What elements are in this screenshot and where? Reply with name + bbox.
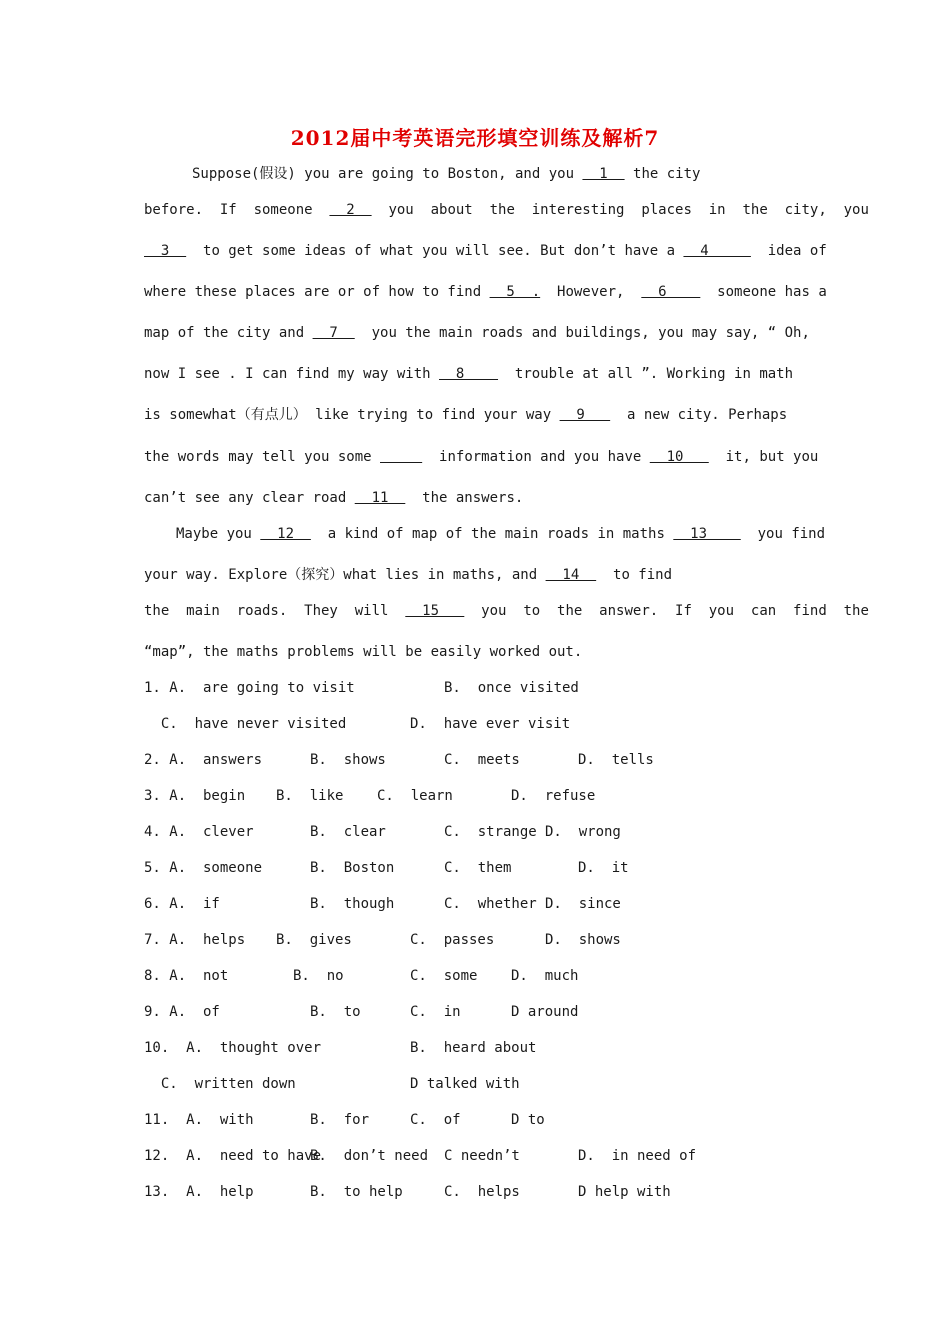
question-12-b: B. don’t need xyxy=(310,1148,429,1164)
question-8-c: C. some xyxy=(410,968,478,984)
question-1-a: 1. A. are going to visit xyxy=(144,680,355,696)
blank-10: 10 xyxy=(649,449,709,465)
question-2-b: B. shows xyxy=(310,752,386,768)
question-11-a: 11. A. with xyxy=(144,1112,254,1128)
blank-9: 9 xyxy=(559,407,611,423)
question-11-c: C. of xyxy=(410,1112,461,1128)
page-title: 2012届中考英语完形填空训练及解析7 xyxy=(290,126,660,150)
question-9-b: B. to xyxy=(310,1004,361,1020)
passage-line-11 xyxy=(144,565,672,585)
blank-13: 13 xyxy=(673,526,741,542)
question-5-d: D. it xyxy=(578,860,629,876)
blank-14: 14 xyxy=(545,567,597,583)
passage-text: before. If someone xyxy=(144,202,330,218)
passage-line-4 xyxy=(144,282,827,302)
question-8-b: B. no xyxy=(293,968,344,984)
passage-line-9 xyxy=(144,488,523,508)
passage-text: it, but you xyxy=(708,449,819,465)
question-12-d: D. in need of xyxy=(578,1148,697,1164)
passage-text: someone has a xyxy=(700,284,827,300)
passage-line-7 xyxy=(144,405,787,425)
blank-12: 12 xyxy=(260,526,311,542)
question-4-b: B. clear xyxy=(310,824,386,840)
question-13-c: C. helps xyxy=(444,1184,520,1200)
question-8-a: 8. A. not xyxy=(144,968,229,984)
question-9-a: 9. A. of xyxy=(144,1004,220,1020)
passage-text: the city xyxy=(624,166,701,182)
question-10-c: C. written down xyxy=(144,1076,296,1092)
passage-text: the main roads. They will xyxy=(144,603,406,619)
question-7-b: B. gives xyxy=(276,932,352,948)
passage-text: idea of xyxy=(750,243,827,259)
question-9-d: D around xyxy=(511,1004,579,1020)
passage-text: trouble at all ”. Working in math xyxy=(498,366,794,382)
passage-line-2 xyxy=(144,200,869,220)
question-13-b: B. to help xyxy=(310,1184,403,1200)
passage-text: However, xyxy=(540,284,642,300)
question-1-b: B. once visited xyxy=(444,680,579,696)
question-2-a: 2. A. answers xyxy=(144,752,263,768)
question-10-a: 10. A. thought over xyxy=(144,1040,322,1056)
passage-text: to get some ideas of what you will see. But don’t have a xyxy=(186,243,684,259)
passage-text: is somewhat（有点儿） like trying to find your way xyxy=(144,407,560,423)
blank-8: 8 xyxy=(439,366,499,382)
blank-15: 15 xyxy=(405,603,465,619)
passage-line-3 xyxy=(144,241,827,261)
question-12-a: 12. A. need to have xyxy=(144,1148,322,1164)
passage-text: Maybe you xyxy=(176,526,261,542)
question-10-b: B. heard about xyxy=(410,1040,537,1056)
question-10-d: D talked with xyxy=(410,1076,520,1092)
question-13-d: D help with xyxy=(578,1184,671,1200)
passage-line-13: “map”, the maths problems will be easily worked out. xyxy=(144,644,583,660)
blank-4: 4 xyxy=(683,243,751,259)
blank-unnumbered xyxy=(380,449,422,465)
question-12-c: C needn’t xyxy=(444,1148,520,1164)
passage-text: your way. Explore（探究）what lies in maths, and xyxy=(144,567,546,583)
question-7-c: C. passes xyxy=(410,932,495,948)
passage-text: a kind of map of the main roads in maths xyxy=(310,526,674,542)
blank-2: 2 xyxy=(329,202,372,218)
question-3-a: 3. A. begin xyxy=(144,788,246,804)
passage-text: you about the interesting places in the city, you xyxy=(371,202,869,218)
question-6-d: D. since xyxy=(545,896,621,912)
passage-text: can’t see any clear road xyxy=(144,490,355,506)
question-6-a: 6. A. if xyxy=(144,896,220,912)
passage-text: you find xyxy=(740,526,826,542)
question-5-c: C. them xyxy=(444,860,512,876)
question-11-b: B. for xyxy=(310,1112,370,1128)
question-1-c: C. have never visited xyxy=(144,716,347,732)
question-6-c: C. whether xyxy=(444,896,537,912)
question-8-d: D. much xyxy=(511,968,579,984)
question-2-d: D. tells xyxy=(578,752,654,768)
blank-1: 1 xyxy=(582,166,625,182)
passage-text: map of the city and xyxy=(144,325,313,341)
blank-5: 5 . xyxy=(489,284,541,300)
passage-text: a new city. Perhaps xyxy=(610,407,788,423)
question-7-a: 7. A. helps xyxy=(144,932,246,948)
question-13-a: 13. A. help xyxy=(144,1184,254,1200)
question-4-c: C. strange xyxy=(444,824,537,840)
passage-text: to find xyxy=(596,567,673,583)
blank-3: 3 xyxy=(144,243,187,259)
question-11-d: D to xyxy=(511,1112,545,1128)
passage-text: the answers. xyxy=(405,490,524,506)
question-3-d: D. refuse xyxy=(511,788,596,804)
passage-text: you to the answer. If you can find the xyxy=(464,603,869,619)
question-5-b: B. Boston xyxy=(310,860,395,876)
passage-text: Suppose(假设) you are going to Boston, and you xyxy=(192,166,583,182)
passage-text: the words may tell you some xyxy=(144,449,381,465)
question-6-b: B. though xyxy=(310,896,395,912)
question-3-c: C. learn xyxy=(377,788,453,804)
passage-line-5 xyxy=(144,323,810,343)
passage-text: where these places are or of how to find xyxy=(144,284,490,300)
passage-text: now I see . I can find my way with xyxy=(144,366,440,382)
passage-line-10 xyxy=(176,524,825,544)
blank-6: 6 xyxy=(641,284,701,300)
question-3-b: B. like xyxy=(276,788,344,804)
question-7-d: D. shows xyxy=(545,932,621,948)
passage-line-1 xyxy=(192,164,700,184)
passage-text: you the main roads and buildings, you may say, “ Oh, xyxy=(354,325,810,341)
passage-line-6 xyxy=(144,364,793,384)
passage-line-12 xyxy=(144,601,869,621)
question-1-d: D. have ever visit xyxy=(410,716,571,732)
passage-text: information and you have xyxy=(422,449,650,465)
question-2-c: C. meets xyxy=(444,752,520,768)
question-9-c: C. in xyxy=(410,1004,461,1020)
question-5-a: 5. A. someone xyxy=(144,860,263,876)
blank-11: 11 xyxy=(354,490,406,506)
question-4-a: 4. A. clever xyxy=(144,824,254,840)
passage-line-8 xyxy=(144,447,818,467)
blank-7: 7 xyxy=(312,325,355,341)
question-4-d: D. wrong xyxy=(545,824,621,840)
